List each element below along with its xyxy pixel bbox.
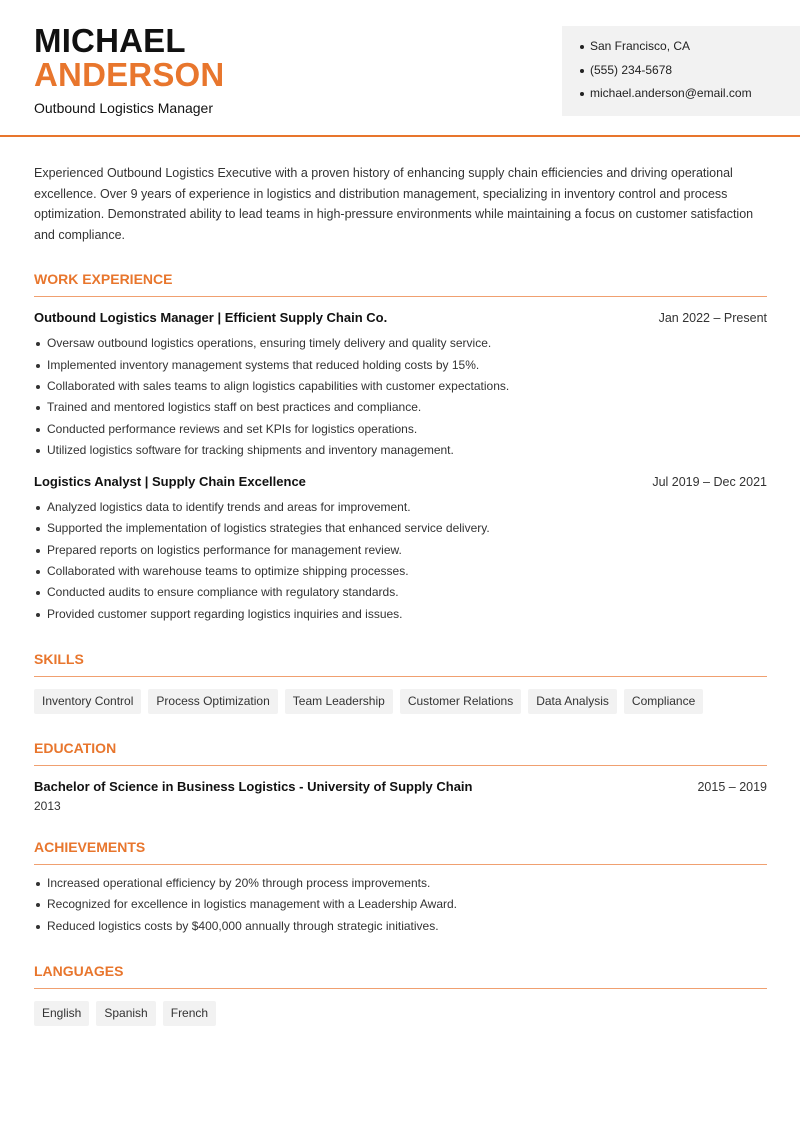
section-title-languages: LANGUAGES [34,963,767,989]
last-name: ANDERSON [34,56,225,93]
list-item: Prepared reports on logistics performance for management review. [34,540,767,561]
language-tag: Spanish [96,1001,155,1026]
job-dates: Jul 2019 – Dec 2021 [652,475,767,490]
list-item: Increased operational efficiency by 20% through process improvements. [34,873,767,894]
skill-tag: Data Analysis [528,689,617,714]
education-degree: Bachelor of Science in Business Logistics - University of Supply Chain [34,778,473,794]
job-entry [34,474,767,625]
job-header [34,474,767,489]
section-title-skills: SKILLS [34,651,767,677]
first-name: MICHAEL [34,22,186,59]
summary: Experienced Outbound Logistics Executive with a proven history of enhancing supply chain efficiencies and driving operational excellence. Over 9 years of experience in logistics and distribution management, specializing in inventory control and process optimization. Demonstrated ability to lead teams in high-pressure environments while maintaining a focus on customer satisfaction and compliance. [34,166,754,242]
language-tag: French [163,1001,216,1026]
education-header [34,779,767,794]
contact-box [562,26,800,116]
job-entry [34,310,767,461]
skill-tag: Compliance [624,689,703,714]
contact-email: michael.anderson@email.com [580,83,800,107]
list-item: Recognized for excellence in logistics management with a Leadership Award. [34,894,767,915]
job-header [34,310,767,325]
job-title: Outbound Logistics Manager [34,100,213,116]
list-item: Collaborated with sales teams to align logistics capabilities with customer expectations. [34,376,767,397]
contact-location: San Francisco, CA [580,36,800,60]
skill-tag: Process Optimization [148,689,277,714]
achievements-list [34,873,767,937]
list-item: Supported the implementation of logistics strategies that enhanced service delivery. [34,518,767,539]
list-item: Collaborated with warehouse teams to optimize shipping processes. [34,561,767,582]
job-role: Outbound Logistics Manager | Efficient Supply Chain Co. [34,310,388,326]
job-bullets [34,333,767,461]
resume-header [0,0,800,137]
education-year: 2013 [34,798,61,813]
education-entry [34,779,767,813]
list-item: Provided customer support regarding logistics inquiries and issues. [34,604,767,625]
resume-content [34,163,767,1026]
contact-phone: (555) 234-5678 [580,60,800,84]
list-item: Reduced logistics costs by $400,000 annually through strategic initiatives. [34,916,767,937]
language-tag: English [34,1001,89,1026]
section-title-education: EDUCATION [34,740,767,766]
job-role: Logistics Analyst | Supply Chain Excellence [34,474,306,490]
section-title-work: WORK EXPERIENCE [34,271,767,297]
list-item: Oversaw outbound logistics operations, ensuring timely delivery and quality service. [34,333,767,354]
list-item: Conducted audits to ensure compliance with regulatory standards. [34,582,767,603]
list-item: Conducted performance reviews and set KPIs for logistics operations. [34,419,767,440]
languages-list [34,1001,767,1026]
list-item: Trained and mentored logistics staff on best practices and compliance. [34,397,767,418]
job-dates: Jan 2022 – Present [658,311,767,326]
list-item: Utilized logistics software for tracking shipments and inventory management. [34,440,767,461]
job-bullets [34,497,767,625]
skill-tag: Team Leadership [285,689,393,714]
skill-tag: Customer Relations [400,689,521,714]
education-dates: 2015 – 2019 [697,779,767,794]
section-title-achievements: ACHIEVEMENTS [34,839,767,865]
skill-tag: Inventory Control [34,689,141,714]
list-item: Analyzed logistics data to identify trends and areas for improvement. [34,497,767,518]
skills-list [34,689,767,714]
list-item: Implemented inventory management systems that reduced holding costs by 15%. [34,355,767,376]
